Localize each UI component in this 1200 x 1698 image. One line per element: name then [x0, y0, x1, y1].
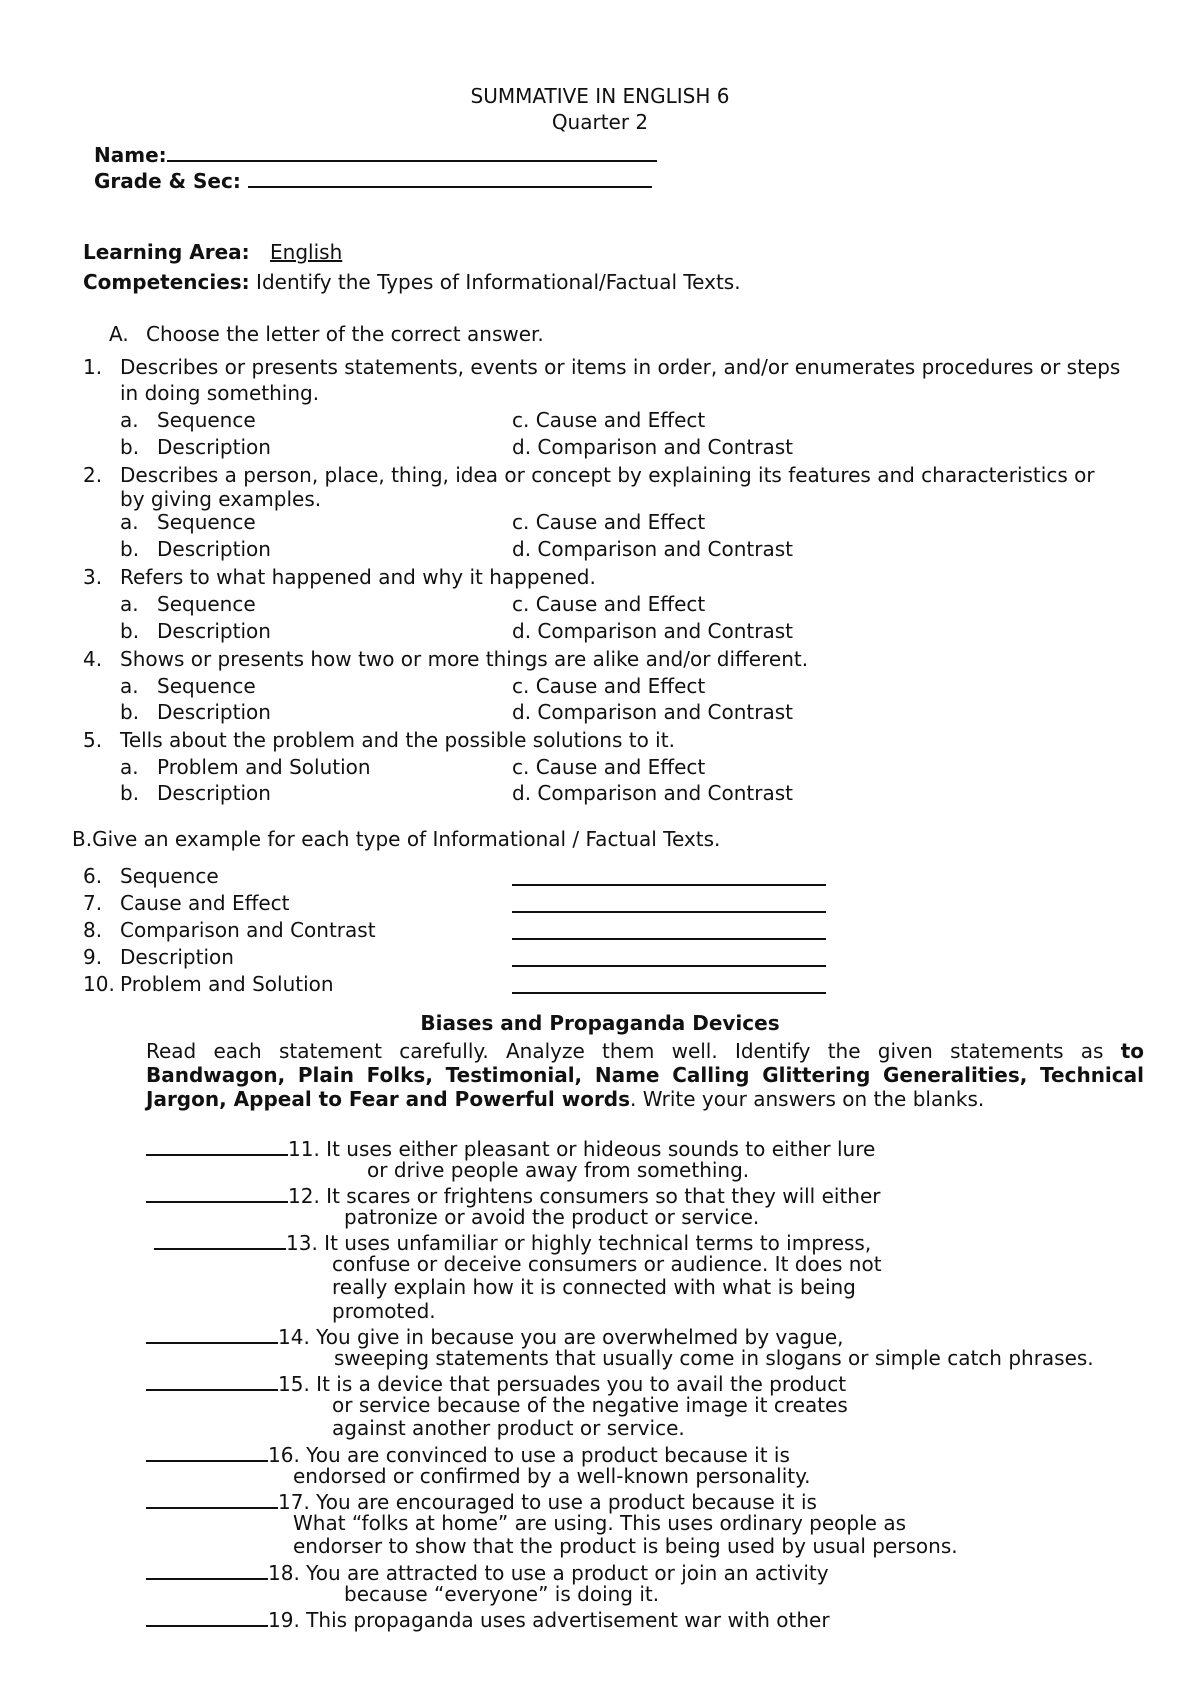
option-a-letter[interactable]: a. [120, 592, 139, 616]
item-text-continued: because “everyone” is doing it. [344, 1581, 660, 1606]
option-c[interactable]: c. Cause and Effect [512, 592, 706, 616]
item-text-continued: or service because of the negative image it creates [332, 1392, 848, 1417]
question-number: 4. [83, 647, 103, 671]
item-label: Comparison and Contrast [120, 918, 376, 942]
item-text-continued: endorser to show that the product is being used by usual persons. [293, 1534, 958, 1558]
grade-row [94, 166, 652, 193]
option-c[interactable]: c. Cause and Effect [512, 510, 706, 534]
intro-bold-devices: Bandwagon, Plain Folks, Testimonial, Name Calling Glittering Generalities, Technical [146, 1063, 1144, 1087]
question-text: Refers to what happened and why it happened. [120, 565, 596, 589]
item-text: It uses either pleasant or hideous sounds to either lure [326, 1137, 876, 1161]
item-text-continued: What “folks at home” are using. This uses ordinary people as [293, 1510, 906, 1535]
learning-area-value: English [270, 240, 343, 264]
quarter-subtitle: Quarter 2 [551, 110, 649, 134]
item-text: You give in because you are overwhelmed by vague, [316, 1325, 844, 1349]
answer-blank[interactable] [512, 938, 826, 940]
option-a[interactable]: Sequence [157, 408, 256, 432]
name-label: Name: [94, 143, 167, 167]
answer-blank[interactable] [512, 911, 826, 913]
option-a[interactable]: Problem and Solution [157, 755, 371, 779]
answer-blank[interactable] [146, 1322, 278, 1344]
answer-blank[interactable] [146, 1369, 278, 1391]
question-text: in doing something. [120, 381, 320, 405]
answer-blank[interactable] [512, 965, 826, 967]
competencies-row [83, 270, 741, 294]
item-text-continued: confuse or deceive consumers or audience. It does not [332, 1251, 882, 1276]
option-d[interactable]: d. Comparison and Contrast [512, 619, 793, 643]
item-number: 6. [83, 864, 103, 888]
page-title: SUMMATIVE IN ENGLISH 6 [470, 84, 730, 108]
item-text: You are convinced to use a product because it is [306, 1443, 790, 1467]
option-c[interactable]: c. Cause and Effect [512, 674, 706, 698]
answer-blank[interactable] [146, 1181, 288, 1203]
competencies-value: Identify the Types of Informational/Factual Texts. [256, 270, 741, 294]
item-number: 15. [278, 1372, 317, 1396]
competencies-label: Competencies: [83, 270, 250, 294]
item-number: 17. [278, 1490, 317, 1514]
item-label: Sequence [120, 864, 219, 888]
item-number: 8. [83, 918, 103, 942]
item-number: 13. [286, 1231, 325, 1255]
propaganda-item [146, 1605, 830, 1632]
option-a-letter[interactable]: a. [120, 674, 139, 698]
item-text: It is a device that persuades you to avail the product [316, 1372, 847, 1396]
grade-label: Grade & Sec: [94, 169, 241, 193]
option-b[interactable]: Description [157, 700, 271, 724]
question-text: Shows or presents how two or more things are alike and/or different. [120, 647, 809, 671]
option-b[interactable]: Description [157, 619, 271, 643]
part-a-instruction: Choose the letter of the correct answer. [146, 322, 544, 346]
intro-bold-devices-2: Jargon, Appeal to Fear and Powerful words [146, 1087, 631, 1111]
option-d[interactable]: d. Comparison and Contrast [512, 435, 793, 459]
option-a[interactable]: Sequence [157, 510, 256, 534]
item-text-continued: or drive people away from something. [367, 1157, 750, 1182]
intro-bold-to: to [1120, 1039, 1144, 1063]
option-b-letter[interactable]: b. [120, 435, 140, 459]
answer-blank[interactable] [512, 992, 826, 994]
question-text: by giving examples. [120, 487, 322, 511]
item-number: 9. [83, 945, 103, 969]
item-text: It scares or frightens consumers so that they will either [326, 1184, 881, 1208]
option-d[interactable]: d. Comparison and Contrast [512, 537, 793, 561]
answer-blank[interactable] [146, 1487, 278, 1509]
item-text: This propaganda uses advertisement war with other [306, 1608, 830, 1632]
learning-area-row [83, 240, 342, 264]
item-number: 7. [83, 891, 103, 915]
question-text: Tells about the problem and the possible solutions to it. [120, 728, 675, 752]
option-b-letter[interactable]: b. [120, 537, 140, 561]
item-number: 10. [83, 972, 115, 996]
option-c[interactable]: c. Cause and Effect [512, 408, 706, 432]
name-row [94, 140, 657, 167]
option-b[interactable]: Description [157, 537, 271, 561]
answer-blank[interactable] [146, 1440, 268, 1462]
option-b[interactable]: Description [157, 781, 271, 805]
option-a[interactable]: Sequence [157, 592, 256, 616]
item-label: Description [120, 945, 234, 969]
part-b-instruction: B.Give an example for each type of Informational / Factual Texts. [72, 827, 721, 851]
item-number: 14. [278, 1325, 317, 1349]
option-d[interactable]: d. Comparison and Contrast [512, 781, 793, 805]
answer-blank[interactable] [146, 1558, 268, 1580]
question-text: Describes a person, place, thing, idea or concept by explaining its features and characteristics or [120, 463, 1095, 487]
option-b-letter[interactable]: b. [120, 700, 140, 724]
item-number: 12. [288, 1184, 327, 1208]
option-a-letter[interactable]: a. [120, 408, 139, 432]
answer-blank[interactable] [146, 1605, 268, 1627]
item-label: Problem and Solution [120, 972, 334, 996]
answer-blank[interactable] [512, 884, 826, 886]
question-number: 3. [83, 565, 103, 589]
intro-end: . Write your answers on the blanks. [630, 1087, 985, 1111]
answer-blank[interactable] [154, 1228, 286, 1250]
item-text-continued: promoted. [332, 1298, 436, 1323]
question-number: 1. [83, 355, 103, 379]
option-b-letter[interactable]: b. [120, 781, 140, 805]
learning-area-label: Learning Area: [83, 240, 250, 264]
option-c[interactable]: c. Cause and Effect [512, 755, 706, 779]
question-number: 5. [83, 728, 103, 752]
item-text: You are attracted to use a product or join an activity [306, 1561, 829, 1585]
option-b[interactable]: Description [157, 435, 271, 459]
item-text-continued: against another product or service. [332, 1416, 685, 1440]
item-number: 18. [268, 1561, 307, 1585]
item-number: 16. [268, 1443, 307, 1467]
item-text: You are encouraged to use a product because it is [316, 1490, 817, 1514]
option-a-letter[interactable]: a. [120, 510, 139, 534]
item-number: 19. [268, 1608, 307, 1632]
grade-blank[interactable] [248, 166, 652, 188]
item-text-continued: endorsed or confirmed by a well-known personality. [293, 1463, 811, 1488]
option-b-letter[interactable]: b. [120, 619, 140, 643]
answer-blank[interactable] [146, 1134, 288, 1156]
intro-plain: Read each statement carefully. Analyze them well. Identify the given statements as [146, 1039, 1121, 1063]
question-text: Describes or presents statements, events or items in order, and/or enumerates procedures or steps [120, 355, 1121, 379]
option-a[interactable]: Sequence [157, 674, 256, 698]
propaganda-intro [146, 1039, 1144, 1111]
option-d[interactable]: d. Comparison and Contrast [512, 700, 793, 724]
option-a-letter[interactable]: a. [120, 755, 139, 779]
propaganda-title: Biases and Propaganda Devices [420, 1011, 780, 1035]
item-text-continued: sweeping statements that usually come in slogans or simple catch phrases. [334, 1345, 1094, 1370]
name-blank[interactable] [167, 140, 657, 162]
item-text-continued: patronize or avoid the product or service. [344, 1204, 760, 1229]
item-number: 11. [288, 1137, 327, 1161]
part-a-marker: A. [109, 322, 129, 346]
item-label: Cause and Effect [120, 891, 290, 915]
item-text-continued: really explain how it is connected with what is being [332, 1275, 856, 1299]
question-number: 2. [83, 463, 103, 487]
item-text: It uses unfamiliar or highly technical terms to impress, [324, 1231, 872, 1255]
